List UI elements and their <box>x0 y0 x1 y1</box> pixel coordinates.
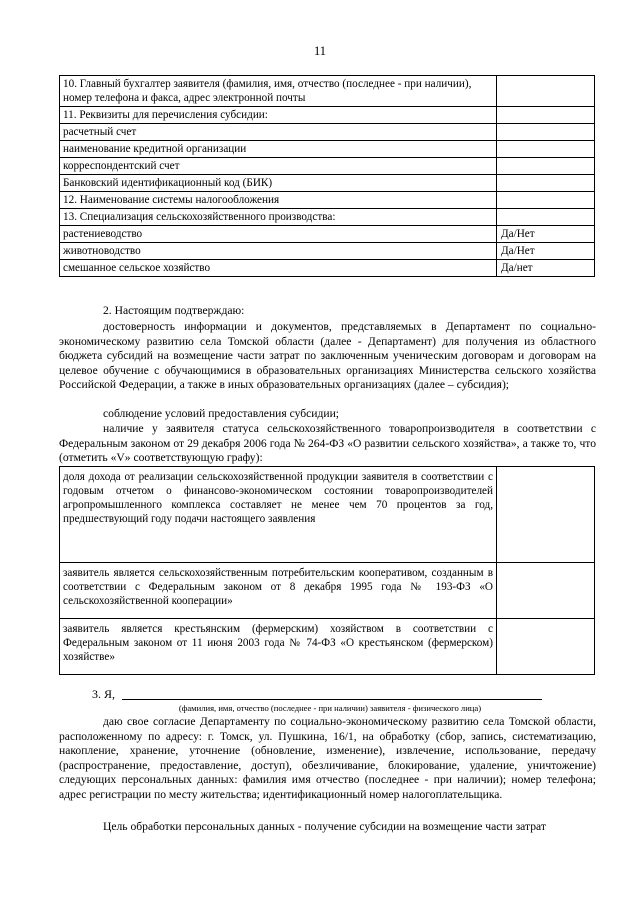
table-row <box>60 158 595 175</box>
applicant-name-field[interactable] <box>122 699 542 700</box>
reliability-paragraph: достоверность информации и документов, представляемых в Департамент по социально-экономическому развитию села Томской области (далее - Департамент) для получения из областного бюджета субсидий на возмещение части затрат по заключенным ученическим договорам и договорам на целевое обучение с обучающимися в образовательных организациях Министерства сельского хозяйства Российской Федерации, а также в иных образовательных организациях (далее – субсидия); <box>59 320 596 392</box>
row-label: 12. Наименование системы налогообложения <box>60 192 497 209</box>
row-label: 11. Реквизиты для перечисления субсидии: <box>60 107 497 124</box>
table-row <box>60 209 595 226</box>
row-label: животноводство <box>60 243 497 260</box>
row-label: растениеводство <box>60 226 497 243</box>
table-row <box>60 260 595 277</box>
row-label: 13. Специализация сельскохозяйственного производства: <box>60 209 497 226</box>
row-label: заявитель является крестьянским (фермерским) хозяйством в соответствии с Федеральным законом от 11 июня 2003 года № 74-ФЗ «О крестьянском (фермерском) хозяйстве» <box>60 619 497 675</box>
row-label: заявитель является сельскохозяйственным потребительским кооперативом, созданным в соответствии с Федеральным законом от 8 декабря 1995 года № 193-ФЗ «О сельскохозяйственной кооперации» <box>60 563 497 619</box>
consent-prefix: 3. Я, <box>92 687 116 701</box>
table-row <box>60 563 595 619</box>
row-value[interactable] <box>497 158 595 175</box>
table-row <box>60 141 595 158</box>
table-row <box>60 226 595 243</box>
row-value[interactable]: Да/нет <box>497 260 595 277</box>
row-label: 10. Главный бухгалтер заявителя (фамилия, имя, отчество (последнее - при наличии), номер телефона и факса, адрес электронной почты <box>60 76 497 107</box>
row-label: расчетный счет <box>60 124 497 141</box>
row-value[interactable] <box>497 76 595 107</box>
compliance-paragraph: соблюдение условий предоставления субсидии; <box>103 407 340 420</box>
check-cell[interactable] <box>497 563 595 619</box>
status-paragraph: наличие у заявителя статуса сельскохозяйственного товаропроизводителя в соответствии с Федеральным законом от 29 декабря 2006 года № 264-ФЗ «О развитии сельского хозяйства», а также то, что (отметить «V» соответствующую графу): <box>59 422 596 465</box>
purpose-paragraph: Цель обработки персональных данных - получение субсидии на возмещение части затрат <box>103 820 546 833</box>
row-label: наименование кредитной организации <box>60 141 497 158</box>
table-row <box>60 124 595 141</box>
row-value[interactable] <box>497 141 595 158</box>
row-value[interactable]: Да/Нет <box>497 226 595 243</box>
applicant-details-table <box>59 75 595 277</box>
table-row <box>60 243 595 260</box>
table-row <box>60 619 595 675</box>
section-2-title: 2. Настоящим подтверждаю: <box>103 304 245 317</box>
row-value[interactable] <box>497 124 595 141</box>
table-row <box>60 76 595 107</box>
row-value[interactable] <box>497 192 595 209</box>
producer-status-table <box>59 466 595 675</box>
table-row <box>60 175 595 192</box>
row-value[interactable]: Да/Нет <box>497 243 595 260</box>
applicant-name-caption: (фамилия, имя, отчество (последнее - при наличии) заявителя - физического лица) <box>178 703 482 713</box>
consent-paragraph: даю свое согласие Департаменту по социально-экономическому развитию села Томской области, расположенному по адресу: г. Томск, ул. Пушкина, 16/1, на обработку (сбор, запись, систематизацию, накопление, хранение, уточнение (обновление, изменение), извлечение, использование, передачу (распространение, предоставление, доступ), обезличивание, блокирование, удаление, уничтожение) следующих персональных данных: фамилия имя отчество (последнее - при наличии); номер телефона; адрес регистрации по месту жительства; идентификационный номер налогоплательщика. <box>59 715 596 801</box>
table-row <box>60 107 595 124</box>
row-value[interactable] <box>497 175 595 192</box>
table-row <box>60 192 595 209</box>
row-label: корреспондентский счет <box>60 158 497 175</box>
row-label: смешанное сельское хозяйство <box>60 260 497 277</box>
page-number: 11 <box>313 44 327 58</box>
check-cell[interactable] <box>497 619 595 675</box>
row-value[interactable] <box>497 107 595 124</box>
table-row <box>60 467 595 563</box>
row-label: доля дохода от реализации сельскохозяйственной продукции заявителя в соответствии с годовым отчетом о финансово-экономическом состоянии товаропроизводителей агропромышленного комплекса составляет не менее чем 70 процентов за год, предшествующий году подачи настоящего заявления <box>60 467 497 563</box>
row-value[interactable] <box>497 209 595 226</box>
row-label: Банковский идентификационный код (БИК) <box>60 175 497 192</box>
check-cell[interactable] <box>497 467 595 563</box>
